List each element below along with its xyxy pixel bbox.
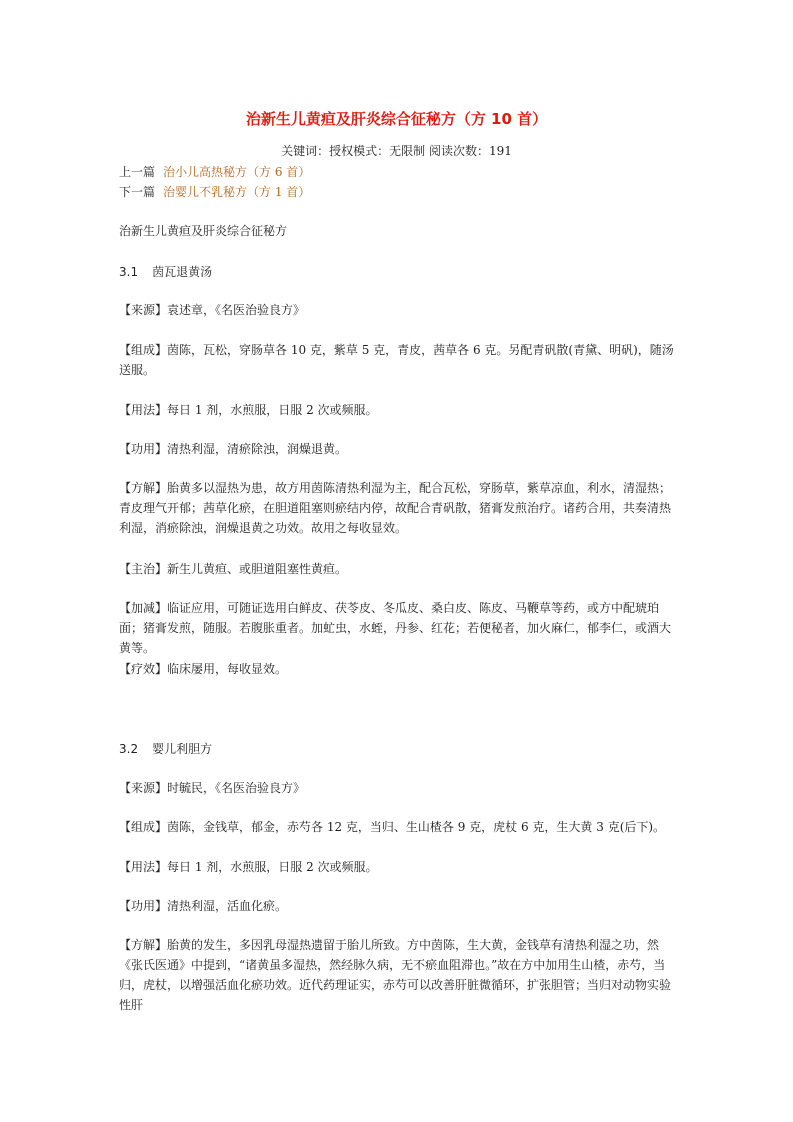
next-nav — [119, 183, 310, 200]
efficacy-text: 【疗效】临床屡用，每收显效。 — [119, 662, 288, 676]
composition-text: 【组成】茵陈，金钱草，郁金，赤芍各 12 克，当归、生山楂各 9 克，虎杖 6 克，生大黄 3 克(后下)。 — [119, 820, 666, 834]
composition-text: 【组成】茵陈，瓦松，穿肠草各 10 克，紫草 5 克，青皮，茜草各 6 克。另配青矾散(青黛、明矾)，随汤送服。 — [119, 343, 674, 377]
effect-text: 【功用】清热利湿，清瘀除浊，润燥退黄。 — [119, 442, 348, 456]
effect-text: 【功用】清热利湿，活血化瘀。 — [119, 899, 288, 913]
section-number: 3.2 — [119, 742, 139, 756]
section-name: 茵瓦退黄汤 — [152, 265, 213, 279]
modify-text: 【加减】临证应用，可随证选用白鲜皮、茯苓皮、冬瓜皮、桑白皮、陈皮、马鞭草等药，或方中配琥珀面；猪膏发煎，随服。若腹胀重者。加虻虫，水蛭，丹参、红花；若便秘者，加火麻仁，郁李仁，或酒大黄等。 — [119, 601, 672, 655]
section-heading-2 — [119, 740, 212, 757]
prev-link[interactable]: 治小儿高热秘方（方 6 首） — [163, 165, 311, 179]
source-text: 【来源】时毓民，《名医治验良方》 — [119, 781, 306, 795]
explain-text: 【方解】胎黄的发生，多因乳母湿热遗留于胎儿所致。方中茵陈，生大黄，金钱草有清热利湿之功，然《张氏医通》中提到，“诸黄虽多湿热，然经脉久病，无不瘀血阻滞也。”故在方中加用生山楂，赤芍，当归，虎杖，以增强活血化瘀功效。近代药理证实，赤芍可以改善肝脏微循环，扩张胆管；当归对动物实验性肝 — [119, 938, 672, 1012]
section-name: 婴儿利胆方 — [152, 742, 213, 756]
usage-text: 【用法】每日 1 剂，水煎服，日服 2 次或频服。 — [119, 403, 378, 417]
meta-line: 关键词：授权模式：无限制 阅读次数：191 — [281, 144, 512, 158]
indication-text: 【主治】新生儿黄疸、或胆道阻塞性黄疸。 — [119, 562, 348, 576]
section-heading-1 — [119, 263, 212, 280]
intro-text: 治新生儿黄疸及肝炎综合征秘方 — [119, 224, 288, 238]
page-title: 治新生儿黄疸及肝炎综合征秘方（方 10 首） — [245, 110, 548, 128]
next-label: 下一篇 — [119, 185, 156, 199]
section-number: 3.1 — [119, 265, 139, 279]
next-link[interactable]: 治婴儿不乳秘方（方 1 首） — [163, 185, 311, 199]
prev-nav — [119, 163, 310, 180]
prev-label: 上一篇 — [119, 165, 156, 179]
explain-text: 【方解】胎黄多以湿热为患，故方用茵陈清热利湿为主，配合瓦松，穿肠草，紫草凉血，利水，清湿热；青皮理气开郁；茜草化瘀，在胆道阻塞则瘀结内停，故配合青矾散，猪膏发煎治疗。诸药合用，共奏清热利湿，消瘀除浊，润燥退黄之功效。故用之每收显效。 — [119, 481, 672, 535]
usage-text: 【用法】每日 1 剂，水煎服，日服 2 次或频服。 — [119, 860, 378, 874]
source-text: 【来源】袁述章，《名医治验良方》 — [119, 303, 306, 317]
